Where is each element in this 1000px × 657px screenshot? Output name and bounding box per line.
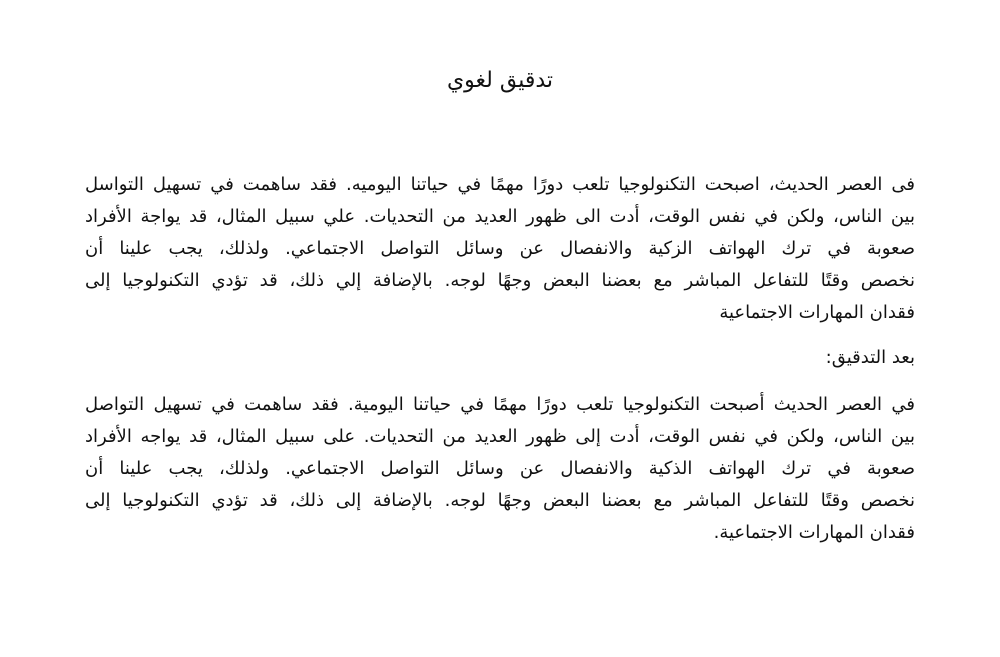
after-proofreading-label: بعد التدقيق: bbox=[825, 347, 915, 368]
document-title: تدقيق لغوي bbox=[446, 68, 554, 93]
corrected-line: صعوبة في ترك الهواتف الذكية والانفصال عن وسائل التواصل الاجتماعي. ولذلك، يجب علينا أن bbox=[85, 458, 915, 479]
original-line: فقدان المهارات الاجتماعية bbox=[719, 302, 915, 323]
original-line: بين الناس، ولكن في نفس الوقت، أدت الى ظهور العديد من التحديات. علي سبيل المثال، قد يواجة الأفراد bbox=[85, 206, 915, 227]
original-line: نخصص وقتًا للتفاعل المباشر مع بعضنا البعض وجهًا لوجه. بالإضافة إلي ذلك، قد تؤدي التكنولوجيا إلى bbox=[85, 270, 915, 291]
corrected-line: بين الناس، ولكن في نفس الوقت، أدت إلى ظهور العديد من التحديات. على سبيل المثال، قد يواجه الأفراد bbox=[85, 426, 915, 447]
corrected-line: نخصص وقتًا للتفاعل المباشر مع بعضنا البعض وجهًا لوجه. بالإضافة إلى ذلك، قد تؤدي التكنولوجيا إلى bbox=[85, 490, 915, 511]
corrected-paragraph bbox=[85, 389, 915, 549]
corrected-line: فقدان المهارات الاجتماعية. bbox=[713, 522, 915, 543]
original-line: فى العصر الحديث، اصبحت التكنولوجيا تلعب دورًا مهمًا في حياتنا اليوميه. فقد ساهمت في تسهيل التواسل bbox=[85, 174, 915, 195]
corrected-line: في العصر الحديث أصبحت التكنولوجيا تلعب دورًا مهمًا في حياتنا اليومية. فقد ساهمت في تسهيل التواصل bbox=[85, 394, 915, 415]
original-paragraph bbox=[85, 169, 915, 329]
original-line: صعوبة في ترك الهواتف الزكية والانفصال عن وسائل التواصل الاجتماعي. ولذلك، يجب علينا أن bbox=[85, 238, 915, 259]
